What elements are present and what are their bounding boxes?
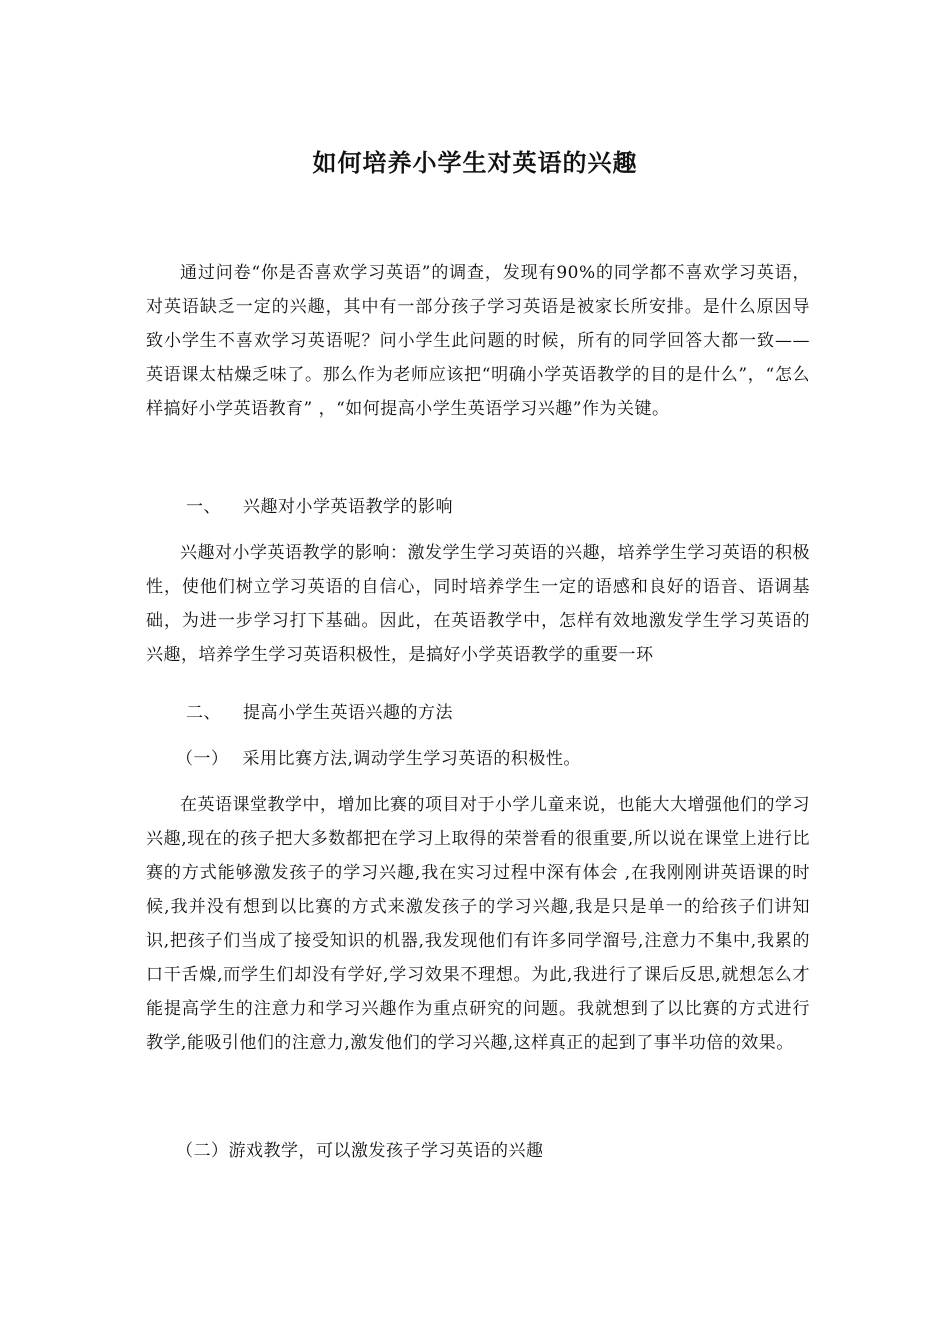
section-1-number: 一、 xyxy=(186,497,221,517)
section-2-title: 提高小学生英语兴趣的方法 xyxy=(243,703,453,723)
section-2-number: 二、 xyxy=(186,703,221,723)
subsection-2-heading: （二）游戏教学，可以激发孩子学习英语的兴趣 xyxy=(176,1141,544,1161)
intro-paragraph: 通过问卷“你是否喜欢学习英语”的调查，发现有90%的同学都不喜欢学习英语，对英语缺乏一定的兴趣，其中有一部分孩子学习英语是被家长所安排。是什么原因导致小学生不喜欢学习英语呢？问小学生此问题的时候，所有的同学回答大都一致——英语课太枯燥乏味了。那么作为老师应该把“明确小学英语教学的目的是什么”，“怎么样搞好小学英语教育” ，“如何提高小学生英语学习兴趣”作为关键。 xyxy=(146,263,810,419)
section-1-title: 兴趣对小学英语教学的影响 xyxy=(243,497,453,517)
subsection-1-heading xyxy=(176,742,581,776)
section-2-heading xyxy=(186,696,453,730)
subsection-1-number: （一） xyxy=(176,749,229,769)
document-title: 如何培养小学生对英语的兴趣 xyxy=(312,148,638,177)
subsection-1-title: 采用比赛方法,调动学生学习英语的积极性。 xyxy=(242,749,581,769)
subsection-1-paragraph: 在英语课堂教学中，增加比赛的项目对于小学儿童来说，也能大大增强他们的学习兴趣,现在的孩子把大多数都把在学习上取得的荣誉看的很重要,所以说在课堂上进行比赛的方式能够激发孩子的学习兴趣,我在实习过程中深有体会 ,在我刚刚讲英语课的时候,我并没有想到以比赛的方式来激发孩子的学习兴趣,我是只是单一的给孩子们讲知识,把孩子们当成了接受知识的机器,我发现他们有许多同学溜号,注意力不集中,我累的口干舌燥,而学生们却没有学好,学习效果不理想。为此,我进行了课后反思,就想怎么才能提高学生的注意力和学习兴趣作为重点研究的问题。我就想到了以比赛的方式进行教学,能吸引他们的注意力,激发他们的学习兴趣,这样真正的起到了事半功倍的效果。 xyxy=(146,795,810,1053)
section-1-paragraph: 兴趣对小学英语教学的影响：激发学生学习英语的兴趣，培养学生学习英语的积极性，使他们树立学习英语的自信心，同时培养学生一定的语感和良好的语音、语调基础，为进一步学习打下基础。因此，在英语教学中，怎样有效地激发学生学习英语的兴趣，培养学生学习英语积极性，是搞好小学英语教学的重要一环 xyxy=(146,543,810,665)
section-1-heading xyxy=(186,490,453,524)
